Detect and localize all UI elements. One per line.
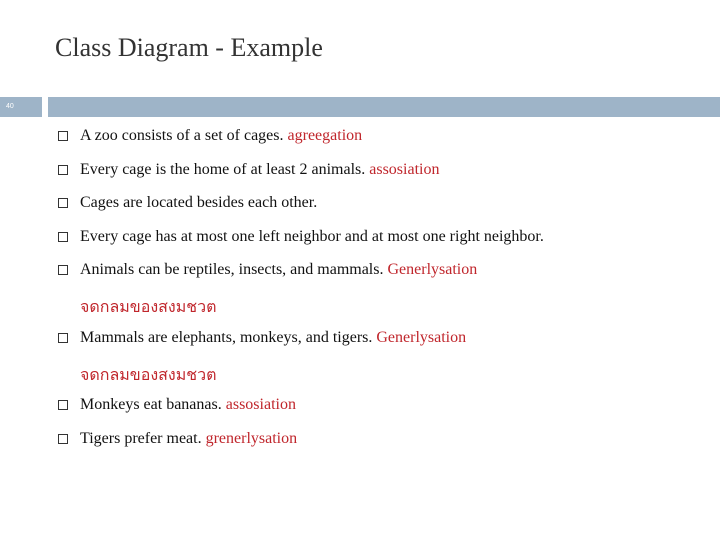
square-bullet-icon bbox=[58, 265, 68, 275]
bullet-text: Every cage has at most one left neighbor and at most one right neighbor. bbox=[80, 227, 544, 245]
bullet-text: Tigers prefer meat. bbox=[80, 429, 206, 447]
square-bullet-icon bbox=[58, 434, 68, 444]
list-item bbox=[58, 328, 713, 395]
square-bullet-icon bbox=[58, 165, 68, 175]
bullet-text: Cages are located besides each other. bbox=[80, 194, 318, 212]
thai-note: จดกลมของสงมชวต bbox=[80, 364, 217, 384]
relationship-tag: Generlysation bbox=[387, 261, 478, 279]
header-rule-right bbox=[48, 97, 720, 117]
bullet-text: Monkeys eat bananas. bbox=[80, 396, 226, 414]
square-bullet-icon bbox=[58, 400, 68, 410]
relationship-tag: agreegation bbox=[287, 127, 363, 144]
bullet-text: Every cage is the home of at least 2 animals. bbox=[80, 160, 370, 178]
slide-title: Class Diagram - Example bbox=[55, 33, 323, 62]
bullet-text: A zoo consists of a set of cages. bbox=[80, 127, 288, 144]
square-bullet-icon bbox=[58, 198, 68, 208]
thai-note: จดกลมของสงมชวต bbox=[80, 297, 217, 317]
list-item bbox=[58, 260, 713, 327]
list-item bbox=[58, 193, 713, 227]
square-bullet-icon bbox=[58, 333, 68, 343]
relationship-tag: grenerlysation bbox=[205, 429, 298, 447]
list-item bbox=[58, 126, 713, 160]
square-bullet-icon bbox=[58, 232, 68, 242]
list-item bbox=[58, 160, 713, 194]
bullet-text: Animals can be reptiles, insects, and mammals. bbox=[80, 261, 388, 279]
slide-number: 40 bbox=[6, 103, 14, 110]
list-item bbox=[58, 227, 713, 261]
relationship-tag: Generlysation bbox=[376, 328, 467, 346]
list-item bbox=[58, 429, 713, 463]
bullet-list bbox=[58, 126, 713, 462]
relationship-tag: assosiation bbox=[369, 160, 440, 178]
bullet-text: Mammals are elephants, monkeys, and tigers. bbox=[80, 328, 377, 346]
square-bullet-icon bbox=[58, 131, 68, 141]
list-item bbox=[58, 395, 713, 429]
relationship-tag: assosiation bbox=[225, 396, 296, 414]
